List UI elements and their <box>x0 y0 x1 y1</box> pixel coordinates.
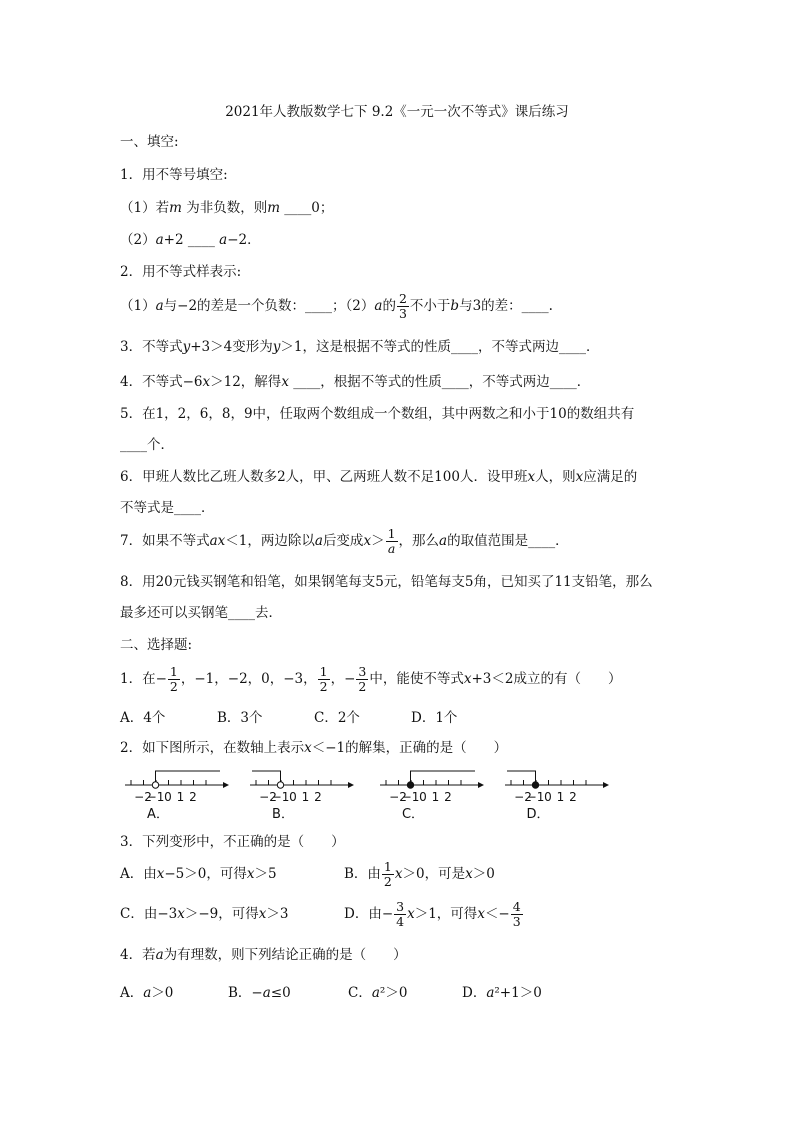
option-b[interactable]: B．由 $\frac{1}{2}$ x＞0，可是x＞0 <box>344 859 495 889</box>
number-line-figures <box>110 760 620 830</box>
option-d[interactable]: D．由− $\frac{3}{4}$ x＞1，可得x＜− $\frac{4}{3}$ <box>344 899 521 929</box>
tick-label: 1 <box>301 790 310 804</box>
option-c[interactable]: C．a²＞0 <box>348 985 408 1001</box>
choice-q3-stem: 3．下列变形中，不正确的是（ ） <box>120 834 345 850</box>
tick-label: −1 <box>271 790 290 804</box>
tick-label: 0 <box>419 790 427 804</box>
tick-label: 1 <box>431 790 440 804</box>
fill-q1-stem: 1．用不等号填空: <box>120 167 228 183</box>
figure-label: D． <box>526 807 550 822</box>
choice-q1-options <box>120 709 457 727</box>
fill-q2-stem: 2．用不等式样表示: <box>120 264 242 280</box>
number-line-c[interactable] <box>380 771 484 822</box>
option-c[interactable]: C．2个 <box>314 710 360 726</box>
number-line-b[interactable] <box>250 771 354 822</box>
option-b[interactable]: B．3个 <box>217 710 263 726</box>
fill-q2-parts: （1）a与−2的差是一个负数：____；（2）a的 $\frac{2}{3}$ 不小于b与3的差：____. <box>120 291 553 321</box>
fraction-one-over-a: $\frac{1}{a}$ <box>387 526 396 556</box>
tick-label: 1 <box>556 790 565 804</box>
choice-q3-row1 <box>120 857 495 891</box>
option-d[interactable]: D．a²+1＞0 <box>462 985 542 1001</box>
fraction-two-thirds: $\frac{2}{3}$ <box>398 291 407 321</box>
option-b[interactable]: B．−a≤0 <box>228 985 291 1001</box>
open-dot <box>277 782 283 788</box>
option-d[interactable]: D．1个 <box>411 710 458 726</box>
fill-q7: 7．如果不等式ax＜1，两边除以a后变成x＞ $\frac{1}{a}$ ，那么a的取值范围是____． <box>120 526 569 556</box>
closed-dot <box>532 782 538 788</box>
number-line-a[interactable] <box>125 771 229 822</box>
tick-label: −2 <box>134 790 152 804</box>
tick-label: −2 <box>259 790 277 804</box>
fill-q6-line1: 6．甲班人数比乙班人数多2人，甲、乙两班人数不足100人．设甲班x人，则x应满足的 <box>120 469 638 485</box>
open-dot <box>152 782 158 788</box>
tick-label: −2 <box>514 790 532 804</box>
tick-label: 2 <box>444 790 452 804</box>
choice-q2-stem: 2．如下图所示，在数轴上表示x＜−1的解集，正确的是（ ） <box>120 740 508 756</box>
fill-q8-line1: 8．用20元钱买钢笔和铅笔，如果钢笔每支5元，铅笔每支5角，已知买了11支铅笔，那么 <box>120 574 653 590</box>
fill-q5-line1: 5．在1，2，6，8，9中，任取两个数组成一个数组，其中两数之和小于10的数组共有 <box>120 406 635 422</box>
option-a[interactable]: A．由x−5＞0，可得x＞5 <box>120 866 277 882</box>
tick-label: 2 <box>314 790 322 804</box>
page-title: 2021年人教版数学七下 9.2《一元一次不等式》课后练习 <box>225 104 569 120</box>
tick-label: 2 <box>189 790 197 804</box>
fill-q3: 3．不等式y+3＞4变形为y＞1，这是根据不等式的性质____，不等式两边____． <box>120 339 600 355</box>
closed-dot <box>407 782 413 788</box>
figure-label: B． <box>272 807 294 822</box>
option-c[interactable]: C．由−3x＞−9，可得x＞3 <box>120 906 289 922</box>
tick-label: −1 <box>146 790 165 804</box>
tick-label: −2 <box>389 790 407 804</box>
fill-q5-line2: ____个． <box>120 437 174 453</box>
fill-q6-line2: 不等式是____． <box>120 500 215 516</box>
section-choice-heading: 二、选择题: <box>120 637 193 653</box>
tick-label: 2 <box>569 790 577 804</box>
number-line-d[interactable] <box>505 771 609 822</box>
choice-q3-row2 <box>120 897 524 931</box>
choice-q1-stem: 1．在− $\frac{1}{2}$ ，−1，−2，0，−3， $\frac{1}{2}$ ，− $\frac{3}{2}$ 中，能使不等式x+3＜2成立的有（ ） <box>120 664 622 694</box>
tick-label: 0 <box>544 790 552 804</box>
tick-label: 0 <box>164 790 172 804</box>
section-fill-heading: 一、填空: <box>120 134 179 150</box>
fill-q8-line2: 最多还可以买钢笔____去． <box>120 605 282 621</box>
option-a[interactable]: A．a＞0 <box>120 985 174 1001</box>
choice-q4-stem: 4．若a为有理数，则下列结论正确的是（ ） <box>120 947 407 963</box>
option-a[interactable]: A．4个 <box>120 710 166 726</box>
tick-label: −1 <box>401 790 420 804</box>
tick-label: 1 <box>176 790 185 804</box>
fill-q1-part2: （2）a+2 ____ a−2． <box>120 232 261 248</box>
fill-q1-part1: （1）若m 为非负数，则m ____0； <box>120 200 334 216</box>
tick-label: −1 <box>526 790 545 804</box>
tick-label: 0 <box>289 790 297 804</box>
figure-label: C． <box>401 807 425 822</box>
choice-q4-options <box>120 984 542 1002</box>
fill-q4: 4．不等式−6x＞12，解得x ____，根据不等式的性质____，不等式两边____． <box>120 374 591 390</box>
figure-label: A． <box>147 807 169 822</box>
